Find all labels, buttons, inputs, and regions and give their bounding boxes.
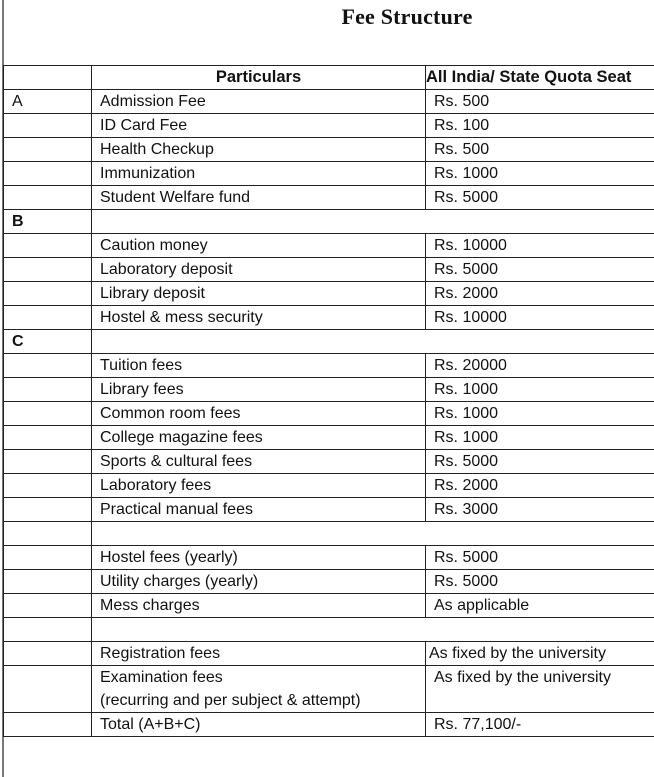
section-spacer bbox=[4, 234, 92, 258]
section-spacer bbox=[4, 138, 92, 162]
table-row bbox=[4, 162, 654, 186]
table-row bbox=[4, 114, 654, 138]
table-row bbox=[4, 474, 654, 498]
particular-cell: College magazine fees bbox=[92, 426, 426, 450]
table-row bbox=[4, 642, 654, 666]
amount-cell: Rs. 5000 bbox=[426, 186, 654, 210]
table-row bbox=[4, 90, 654, 114]
amount-cell: Rs. 2000 bbox=[426, 282, 654, 306]
section-spacer bbox=[4, 642, 92, 666]
total-label: Total (A+B+C) bbox=[92, 713, 426, 737]
section-spacer bbox=[4, 618, 92, 642]
section-label-c: C bbox=[4, 330, 92, 354]
section-spacer bbox=[4, 258, 92, 282]
amount-cell: Rs. 1000 bbox=[426, 426, 654, 450]
table-row bbox=[4, 354, 654, 378]
particulars-column-header: Particulars bbox=[92, 66, 426, 90]
amount-cell: Rs. 10000 bbox=[426, 306, 654, 330]
particular-cell: Student Welfare fund bbox=[92, 186, 426, 210]
total-row bbox=[4, 713, 654, 737]
amount-cell: Rs. 1000 bbox=[426, 162, 654, 186]
blank-cell bbox=[92, 210, 654, 234]
table-row bbox=[4, 402, 654, 426]
particular-cell: Common room fees bbox=[92, 402, 426, 426]
section-spacer bbox=[4, 522, 92, 546]
particular-text: Examination fees bbox=[100, 669, 223, 686]
amount-column-header: All India/ State Quota Seat bbox=[426, 66, 654, 90]
particular-cell: ID Card Fee bbox=[92, 114, 426, 138]
table-row bbox=[4, 138, 654, 162]
amount-cell: Rs. 3000 bbox=[426, 498, 654, 522]
blank-cell bbox=[92, 618, 654, 642]
table-row bbox=[4, 234, 654, 258]
section-column-header bbox=[4, 66, 92, 90]
particular-cell: Admission Fee bbox=[92, 90, 426, 114]
particular-cell: Sports & cultural fees bbox=[92, 450, 426, 474]
amount-cell: Rs. 10000 bbox=[426, 234, 654, 258]
amount-cell: Rs. 1000 bbox=[426, 378, 654, 402]
section-label-b: B bbox=[4, 210, 92, 234]
section-spacer bbox=[4, 402, 92, 426]
table-row bbox=[4, 186, 654, 210]
table-row bbox=[4, 666, 654, 713]
table-row bbox=[4, 546, 654, 570]
table-row bbox=[4, 426, 654, 450]
amount-cell: Rs. 1000 bbox=[426, 402, 654, 426]
total-amount: Rs. 77,100/- bbox=[426, 713, 654, 737]
blank-cell bbox=[92, 330, 654, 354]
particular-cell: Hostel fees (yearly) bbox=[92, 546, 426, 570]
section-spacer bbox=[4, 282, 92, 306]
section-spacer bbox=[4, 713, 92, 737]
table-row bbox=[4, 498, 654, 522]
table-row bbox=[4, 282, 654, 306]
amount-cell: Rs. 5000 bbox=[426, 450, 654, 474]
amount-cell: Rs. 5000 bbox=[426, 570, 654, 594]
particular-cell: Caution money bbox=[92, 234, 426, 258]
table-row bbox=[4, 258, 654, 282]
section-spacer bbox=[4, 186, 92, 210]
particular-cell: Mess charges bbox=[92, 594, 426, 618]
spacer-row bbox=[4, 522, 654, 546]
table-row bbox=[4, 450, 654, 474]
section-heading-row bbox=[4, 330, 654, 354]
section-spacer bbox=[4, 378, 92, 402]
section-label-a: A bbox=[4, 90, 92, 114]
section-spacer bbox=[4, 498, 92, 522]
particular-cell: Hostel & mess security bbox=[92, 306, 426, 330]
amount-cell: Rs. 20000 bbox=[426, 354, 654, 378]
particular-cell: Immunization bbox=[92, 162, 426, 186]
particular-note: (recurring and per subject & attempt) bbox=[100, 692, 361, 709]
table-row bbox=[4, 378, 654, 402]
section-spacer bbox=[4, 450, 92, 474]
particular-cell: Laboratory fees bbox=[92, 474, 426, 498]
particular-cell: Library deposit bbox=[92, 282, 426, 306]
amount-cell: As applicable bbox=[426, 594, 654, 618]
fee-table bbox=[3, 65, 654, 737]
section-spacer bbox=[4, 306, 92, 330]
particular-cell: Laboratory deposit bbox=[92, 258, 426, 282]
section-spacer bbox=[4, 570, 92, 594]
table-row bbox=[4, 306, 654, 330]
particular-cell: Tuition fees bbox=[92, 354, 426, 378]
section-spacer bbox=[4, 546, 92, 570]
blank-cell bbox=[92, 522, 654, 546]
section-spacer bbox=[4, 114, 92, 138]
amount-cell: Rs. 5000 bbox=[426, 546, 654, 570]
table-header-row bbox=[4, 66, 654, 90]
particular-cell bbox=[92, 666, 426, 713]
amount-cell: Rs. 5000 bbox=[426, 258, 654, 282]
section-heading-row bbox=[4, 210, 654, 234]
section-spacer bbox=[4, 426, 92, 450]
section-spacer bbox=[4, 594, 92, 618]
table-row bbox=[4, 594, 654, 618]
particular-cell: Practical manual fees bbox=[92, 498, 426, 522]
particular-cell: Utility charges (yearly) bbox=[92, 570, 426, 594]
page-title: Fee Structure bbox=[341, 4, 473, 29]
table-row bbox=[4, 570, 654, 594]
section-spacer bbox=[4, 666, 92, 713]
spacer-row bbox=[4, 618, 654, 642]
amount-cell: Rs. 100 bbox=[426, 114, 654, 138]
section-spacer bbox=[4, 354, 92, 378]
particular-cell: Library fees bbox=[92, 378, 426, 402]
amount-cell: Rs. 500 bbox=[426, 138, 654, 162]
particular-cell: Health Checkup bbox=[92, 138, 426, 162]
amount-cell: Rs. 500 bbox=[426, 90, 654, 114]
amount-cell: As fixed by the university bbox=[426, 666, 654, 713]
section-spacer bbox=[4, 162, 92, 186]
amount-cell: Rs. 2000 bbox=[426, 474, 654, 498]
section-spacer bbox=[4, 474, 92, 498]
particular-cell: Registration fees bbox=[92, 642, 426, 666]
amount-cell: As fixed by the university bbox=[426, 642, 654, 666]
